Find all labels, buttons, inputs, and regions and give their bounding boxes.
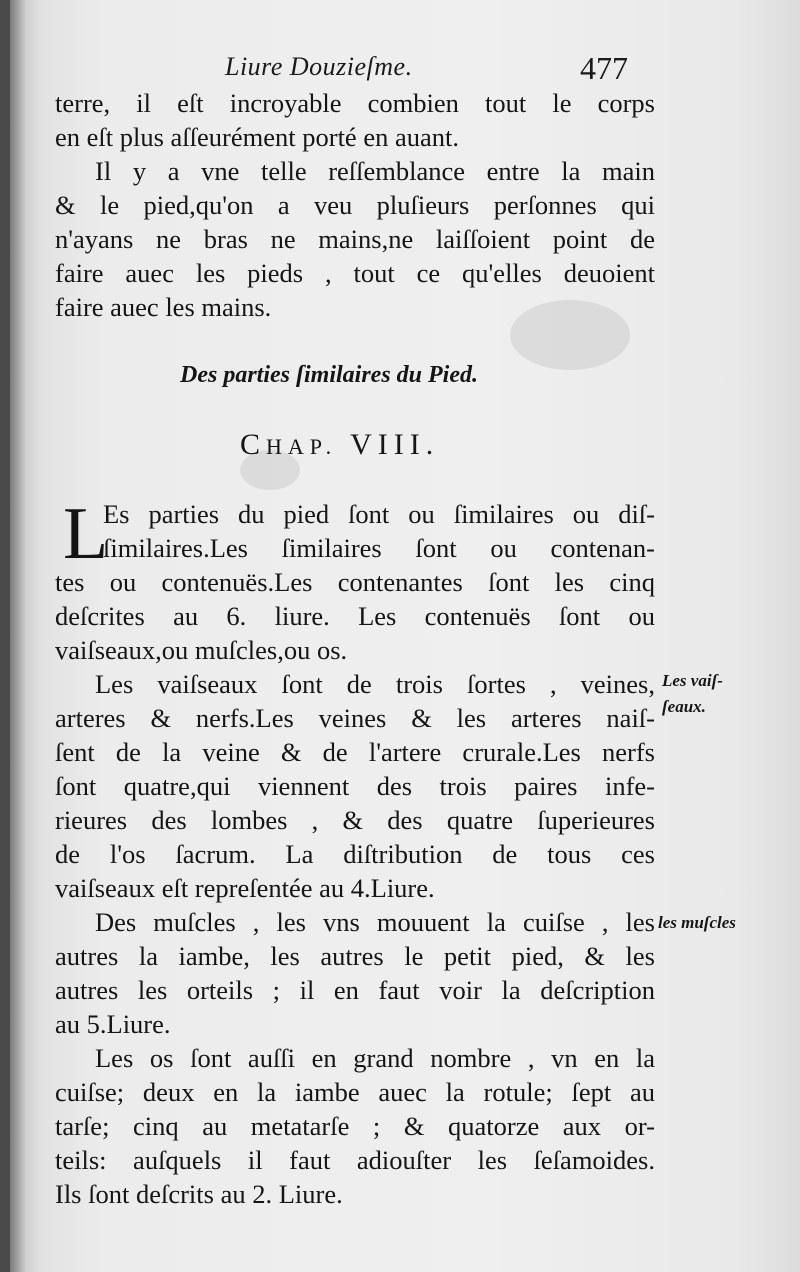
intro-paragraphs	[55, 86, 655, 324]
text-line: Il y a vne telle reſſemblance entre la main	[95, 156, 655, 186]
text-line: ſimilaires.Les ſimilaires ſont ou contenan-	[103, 533, 655, 563]
margin-note-vaisseaux	[662, 668, 723, 720]
text-line: Es parties du pied ſont ou ſimilaires ou diſ-	[103, 499, 655, 529]
page-gutter-shadow	[10, 0, 26, 1272]
text-line: rieures des lombes , & des quatre ſuperieures	[55, 805, 655, 835]
text-line: tes ou contenuës.Les contenantes ſont les cinq	[55, 567, 655, 597]
text-line: ſont quatre,qui viennent des trois paires infe-	[55, 771, 655, 801]
text-line: arteres & nerfs.Les veines & les arteres naiſ-	[55, 703, 655, 733]
drop-cap: L	[63, 493, 109, 575]
page-number: 477	[580, 50, 628, 86]
text-line: en eſt plus aſſeurément porté en auant.	[55, 122, 459, 152]
margin-note-line: ſeaux.	[662, 697, 706, 716]
text-line: faire auec les pieds , tout ce qu'elles deuoient	[55, 258, 655, 288]
chapter-number: VIII.	[350, 428, 440, 461]
text-line: deſcrites au 6. liure. Les contenuës ſont ou	[55, 601, 655, 631]
running-head: Liure Douzieſme.	[225, 52, 413, 81]
text-line: & le pied,qu'on a veu pluſieurs perſonnes qui	[55, 190, 655, 220]
text-line: vaiſseaux,ou muſcles,ou os.	[55, 635, 348, 665]
margin-note-line: Les vaiſ-	[662, 671, 723, 690]
text-line: teils: auſquels il faut adiouſter les ſeſamoides.	[55, 1145, 655, 1175]
text-line: au 5.Liure.	[55, 1009, 171, 1039]
text-line: Les os ſont auſſi en grand nombre , vn en la	[95, 1043, 655, 1073]
text-line: cuiſse; deux en la iambe auec la rotule; ſept au	[55, 1077, 655, 1107]
chapter-small: HAP.	[266, 434, 338, 459]
chapter-body	[55, 493, 655, 1211]
text-line: autres la iambe, les autres le petit pied, & les	[55, 941, 655, 971]
text-line: terre, il eſt incroyable combien tout le corps	[55, 88, 655, 118]
chapter-heading	[240, 428, 439, 462]
text-line: vaiſseaux eſt repreſentée au 4.Liure.	[55, 873, 435, 903]
text-line: Des muſcles , les vns mouuent la cuiſse , les	[95, 907, 655, 937]
text-line: ſent de la veine & de l'artere crurale.Les nerfs	[55, 737, 655, 767]
text-line: n'ayans ne bras ne mains,ne laiſſoient point de	[55, 224, 655, 254]
text-line: de l'os ſacrum. La diſtribution de tous ces	[55, 839, 655, 869]
section-title: Des parties ſimilaires du Pied.	[180, 362, 478, 388]
margin-note-muscles: les muſcles	[658, 913, 736, 932]
text-line: faire auec les mains.	[55, 292, 272, 322]
text-line: autres les orteils ; il en faut voir la deſcription	[55, 975, 655, 1005]
book-page	[10, 0, 800, 1272]
text-line: Ils ſont deſcrits au 2. Liure.	[55, 1179, 343, 1209]
chapter-cap: C	[240, 428, 267, 461]
text-line: Les vaiſseaux ſont de trois ſortes , veines,	[95, 669, 655, 699]
text-line: tarſe; cinq au metatarſe ; & quatorze aux or-	[55, 1111, 655, 1141]
